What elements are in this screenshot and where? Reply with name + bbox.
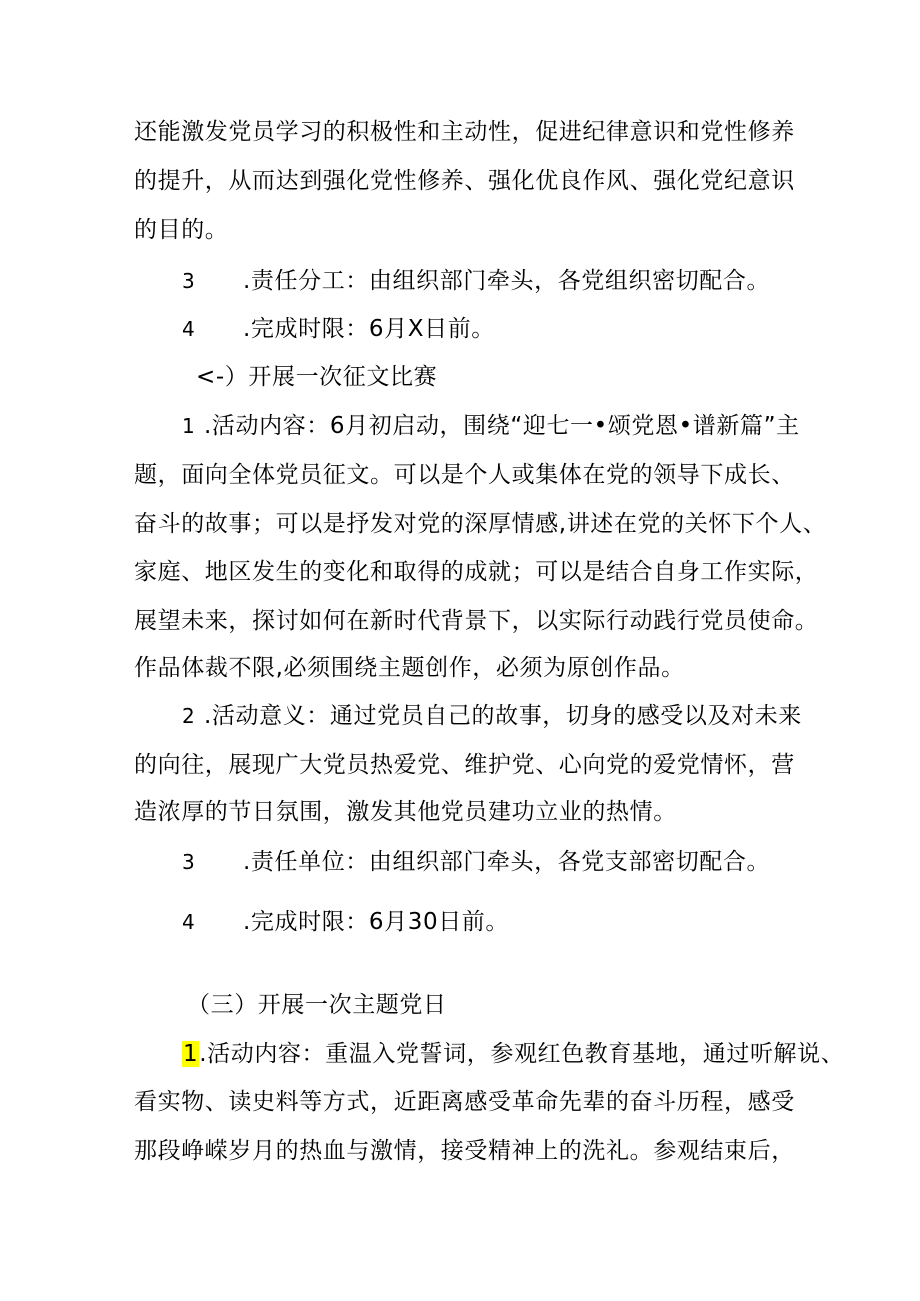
- party-day-line-1-text: .活动内容：重温入党誓词，参观红色教育基地，通过听解说、: [199, 1041, 845, 1067]
- content-line-2: 题，面向全体党员征文。可以是个人或集体在党的领导下成长、: [134, 462, 795, 488]
- responsible-unit-line: .责任单位：由组织部门牵头，各党支部密切配合。: [243, 849, 771, 875]
- intro-line-1: 还能激发党员学习的积极性和主动性，促进纪律意识和党性修养: [134, 119, 795, 145]
- deadline-line: .完成时限：6月X日前。: [243, 316, 495, 342]
- item-number: 2: [182, 704, 195, 728]
- significance-line-2: 的向往，展现广大党员热爱党、维护党、心向党的爱党情怀，营: [134, 752, 795, 778]
- item-number: 1: [182, 414, 195, 438]
- responsibility-line: .责任分工：由组织部门牵头，各党组织密切配合。: [243, 268, 771, 294]
- section-heading-party-day: （三）开展一次主题党日: [187, 992, 447, 1018]
- item-number: 4: [182, 317, 195, 341]
- intro-line-3: 的目的。: [134, 217, 229, 243]
- content-line-1: .活动内容：6月初启动，围绕“迎七一•颂党恩•谱新篇”主: [204, 413, 800, 439]
- party-day-line-1: [182, 1039, 844, 1069]
- item-number: 3: [182, 269, 195, 293]
- content-line-5: 展望未来，探讨如何在新时代背景下，以实际行动践行党员使命。: [134, 608, 819, 634]
- significance-line-1: .活动意义：通过党员自己的故事，切身的感受以及对未来: [204, 703, 802, 729]
- party-day-line-2: 看实物、读史料等方式，近距离感受革命先辈的奋斗历程，感受: [134, 1089, 795, 1115]
- intro-line-2: 的提升，从而达到强化党性修养、强化优良作风、强化党纪意识: [134, 168, 795, 194]
- content-line-4: 家庭、地区发生的变化和取得的成就；可以是结合自身工作实际，: [134, 559, 819, 585]
- party-day-line-3: 那段峥嵘岁月的热血与激情，接受精神上的洗礼。参观结束后，: [134, 1138, 795, 1164]
- deadline-line: .完成时限：6月30日前。: [243, 909, 510, 935]
- significance-line-3: 造浓厚的节日氛围，激发其他党员建功立业的热情。: [134, 799, 677, 825]
- item-number: 4: [182, 910, 195, 934]
- content-line-3: 奋斗的故事；可以是抒发对党的深厚情感,讲述在党的关怀下个人、: [134, 511, 827, 537]
- item-number: 3: [182, 850, 195, 874]
- content-line-6: 作品体裁不限,必须围绕主题创作，必须为原创作品。: [134, 655, 685, 681]
- highlighted-number: 1: [183, 1041, 199, 1067]
- section-heading-essay-contest: <-）开展一次征文比赛: [196, 364, 438, 390]
